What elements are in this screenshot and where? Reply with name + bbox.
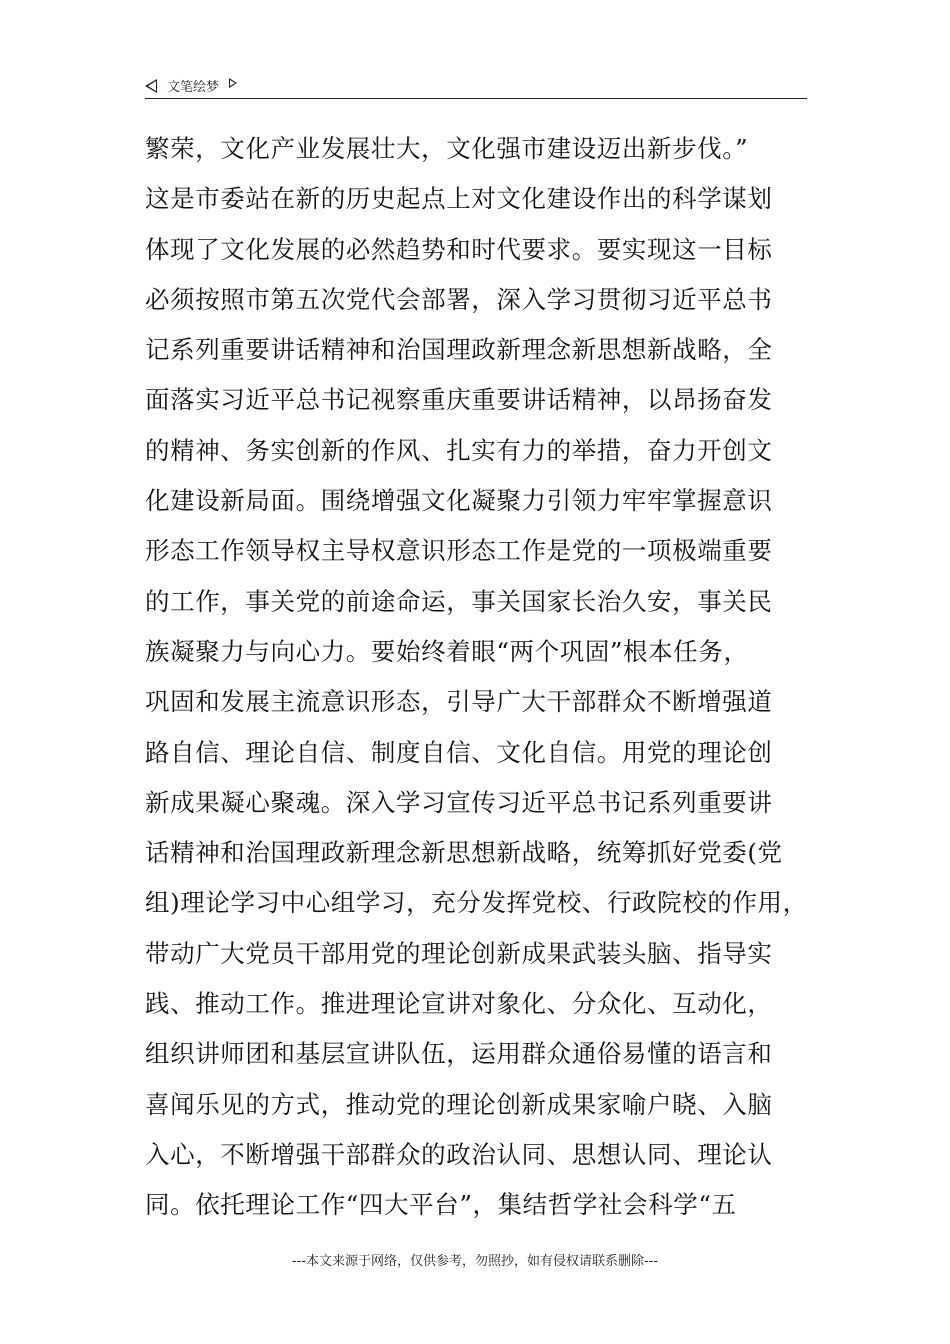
text-line: 繁荣，文化产业发展壮大，文化强市建设迈出新步伐。”: [145, 134, 749, 163]
text-line: 话精神和治国理政新理念新思想新战略，统筹抓好党委(党: [145, 838, 783, 868]
footer-disclaimer: ---本文来源于网络，仅供参考，勿照抄，如有侵权请联系删除---: [291, 1254, 659, 1269]
text-line: 新成果凝心聚魂。深入学习宣传习近平总书记系列重要讲: [145, 787, 773, 817]
page-header: [145, 74, 807, 99]
text-line: 的工作，事关党的前途命运，事关国家长治久安，事关民: [145, 586, 773, 616]
text-line: 路自信、理论自信、制度自信、文化自信。用党的理论创: [145, 737, 773, 767]
text-line: 的精神、务实创新的作风、扎实有力的举措，奋力开创文: [145, 435, 773, 465]
triangle-right-icon: [229, 78, 237, 88]
text-line: 巩固和发展主流意识形态，引导广大干部群众不断增强道: [145, 687, 773, 717]
text-line: 必须按照市第五次党代会部署，深入学习贯彻习近平总书: [145, 284, 773, 314]
text-line: 同。依托理论工作“四大平台”，集结哲学社会科学“五: [145, 1190, 737, 1220]
header-title: 文笔绘梦: [167, 80, 220, 95]
text-line: 面落实习近平总书记视察重庆重要讲话精神，以昂扬奋发: [145, 385, 773, 415]
text-line: 记系列重要讲话精神和治国理政新理念新思想新战略，全: [145, 335, 773, 365]
text-line: 形态工作领导权主导权意识形态工作是党的一项极端重要: [145, 536, 773, 566]
text-line: 体现了文化发展的必然趋势和时代要求。要实现这一目标: [145, 234, 773, 264]
text-line: 带动广大党员干部用党的理论创新成果武装头脑、指导实: [145, 938, 773, 968]
triangle-left-icon: [145, 79, 157, 93]
text-line: 这是市委站在新的历史起点上对文化建设作出的科学谋划: [145, 184, 773, 214]
text-line: 喜闻乐见的方式，推动党的理论创新成果家喻户晓、入脑: [145, 1089, 773, 1119]
text-line: 族凝聚力与向心力。要始终着眼“两个巩固”根本任务，: [145, 636, 749, 666]
header-brand: [145, 76, 237, 95]
text-line: 化建设新局面。围绕增强文化凝聚力引领力牢牢掌握意识: [145, 486, 773, 516]
text-line: 践、推动工作。推进理论宣讲对象化、分众化、互动化，: [145, 989, 773, 1019]
text-line: 组织讲师团和基层宣讲队伍，运用群众通俗易懂的语言和: [145, 1039, 773, 1069]
document-body: [145, 124, 815, 1231]
text-line: 组)理论学习中心组学习，充分发挥党校、行政院校的作用，: [145, 888, 808, 918]
text-line: 入心，不断增强干部群众的政治认同、思想认同、理论认: [145, 1139, 773, 1169]
